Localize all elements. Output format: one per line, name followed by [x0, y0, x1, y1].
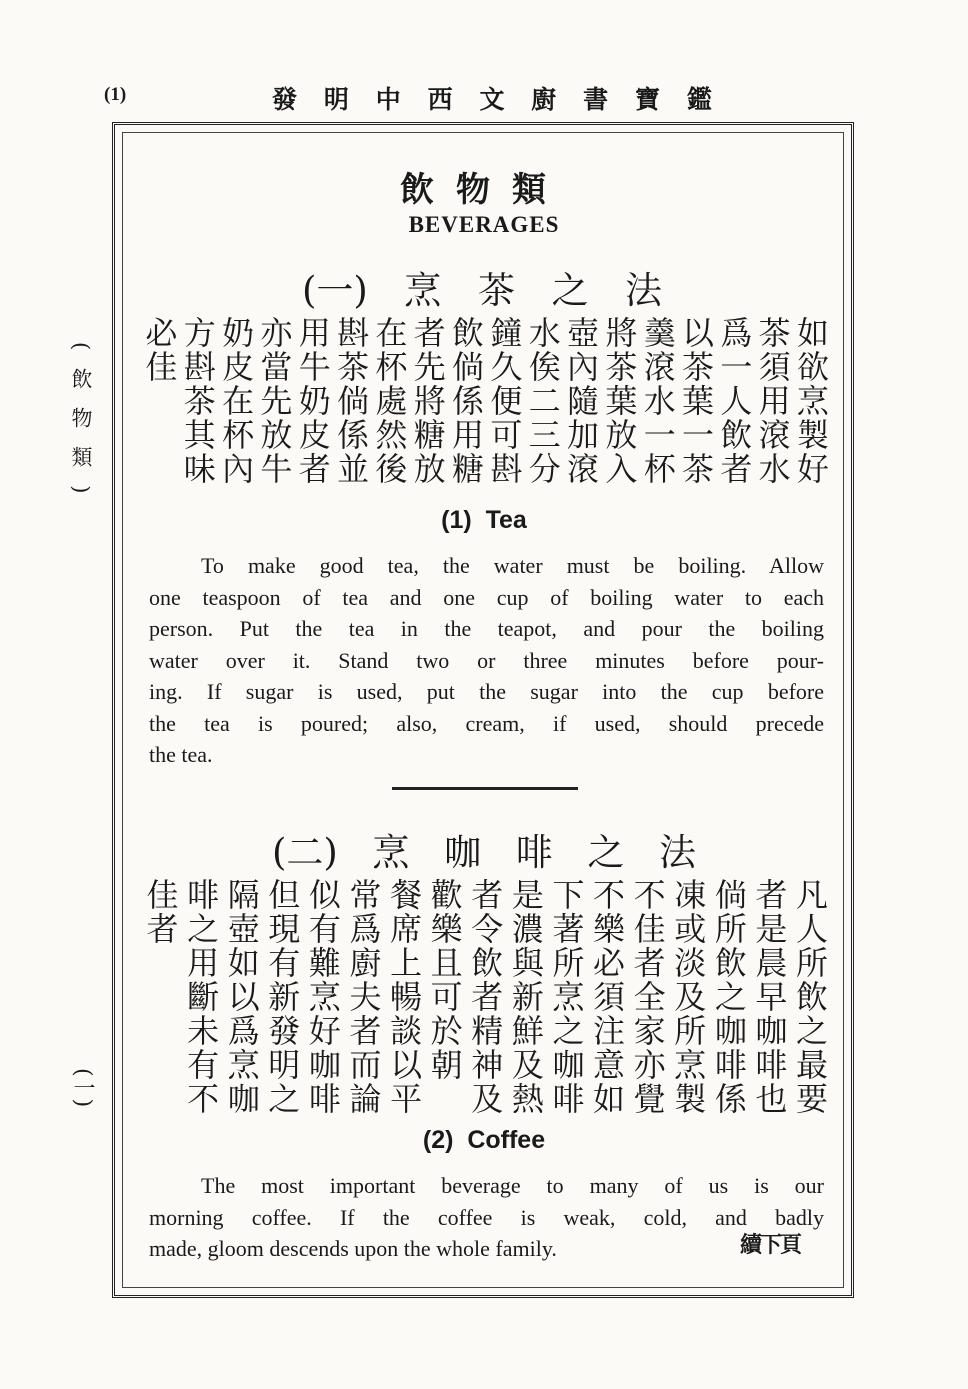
running-header-char: 書 — [583, 85, 609, 114]
cn-text-column: 常爲廚夫者而論 — [344, 878, 383, 1116]
page-number: (1) — [104, 84, 127, 105]
cn-text-column: 鐘久便可斟 — [485, 316, 524, 486]
cn-text-column: 奶皮在杯內 — [217, 316, 256, 486]
tea-heading-en: (1) Tea — [441, 506, 527, 534]
cn-text-column: 不佳者全家亦覺 — [628, 878, 667, 1116]
text-line: ing. If sugar is used, put the sugar into the cup before — [149, 679, 824, 704]
heading-cn-part: 法 — [659, 831, 696, 874]
cn-text-column: 餐席上暢談以平 — [385, 878, 424, 1116]
coffee-text-en — [149, 1170, 824, 1265]
cn-text-column: 在杯處然後 — [370, 316, 409, 486]
running-header-char: 廚 — [531, 85, 557, 114]
heading-cn-part: 烹 — [372, 831, 410, 874]
cn-text-column: 飲倘係用糖 — [447, 316, 486, 486]
text-line: To make good tea, the water must be boiling. Allow — [201, 553, 824, 578]
cn-text-column: 凡人所飲之最要 — [791, 878, 829, 1116]
running-header — [272, 80, 712, 116]
side-title: (飲物類) — [69, 342, 93, 512]
section-divider — [392, 787, 578, 790]
cn-text-column: 方斟茶其味 — [178, 316, 217, 486]
heading-cn-part: 茶 — [477, 269, 515, 312]
running-header-char: 西 — [427, 85, 453, 114]
heading-cn-part: 烹 — [404, 269, 442, 312]
cn-text-column: 佳者 — [141, 878, 180, 946]
cn-text-column: 下著所烹之咖啡 — [547, 878, 586, 1116]
cn-text-column: 凍或淡及所烹製 — [669, 878, 708, 1116]
cn-text-column: 亦當先放牛 — [255, 316, 294, 486]
cn-text-column: 啡之用斷未有不 — [182, 878, 221, 1116]
cn-text-column: 水俟二三分 — [523, 316, 562, 486]
cn-text-column: 歡樂且可於朝 — [425, 878, 464, 1082]
running-header-char: 明 — [323, 85, 349, 114]
cn-text-column: 不樂必須注意如 — [588, 878, 627, 1116]
cn-text-column: 但現有新發明之 — [263, 878, 302, 1116]
tea-text-cn — [140, 316, 830, 494]
cn-text-column: 斟茶倘係並 — [332, 316, 371, 486]
cn-text-column: 隔壺如以爲烹咖 — [222, 878, 261, 1116]
cn-text-column: 是濃與新鮮及熱 — [506, 878, 545, 1116]
cn-text-column: 用牛奶皮者 — [293, 316, 332, 486]
text-line: The most important beverage to many of us is our — [201, 1173, 824, 1198]
text-line: one teaspoon of tea and one cup of boiling water to each — [149, 584, 824, 610]
coffee-text-cn — [140, 878, 830, 1126]
section-title-en: BEVERAGES — [408, 212, 560, 237]
cn-text-column: 者令飲者精神及 — [466, 878, 505, 1116]
text-line: made, gloom descends upon the whole family. — [149, 1236, 557, 1261]
cn-text-column: 倘所飲之咖啡係 — [709, 878, 748, 1116]
cn-text-column: 以茶葉一茶 — [677, 316, 716, 486]
cn-text-column: 爲一人飲者 — [715, 316, 754, 486]
heading-cn-part: (二) — [272, 831, 338, 874]
side-page-number: (一) — [70, 1068, 95, 1108]
continued-stamp: 續下頁 — [740, 1232, 801, 1258]
cn-text-column: 將茶葉放入 — [600, 316, 639, 486]
running-header-char: 發 — [272, 85, 298, 114]
text-line: morning coffee. If the coffee is weak, cold, and badly — [149, 1204, 824, 1230]
heading-cn-part: (一) — [302, 269, 368, 312]
cn-text-column: 者先將糖放 — [408, 316, 447, 486]
heading-cn-part: 法 — [625, 269, 662, 312]
coffee-heading-cn — [272, 822, 696, 876]
text-line: the tea is poured; also, cream, if used, should precede — [149, 710, 824, 736]
section-title-cn: 飲物類 — [400, 170, 568, 210]
heading-cn-part: 之 — [587, 831, 625, 874]
text-line: water over it. Stand two or three minutes before pour- — [149, 647, 824, 673]
cn-text-column: 必佳 — [140, 316, 179, 384]
cn-text-column: 如欲烹製好 — [792, 316, 830, 486]
running-header-char: 鑑 — [686, 85, 712, 114]
cn-text-column: 羹滾水一杯 — [638, 316, 677, 486]
text-line: person. Put the tea in the teapot, and pour the boiling — [149, 616, 824, 641]
text-line: the tea. — [149, 742, 213, 767]
running-header-char: 中 — [375, 85, 401, 114]
running-header-char: 文 — [479, 85, 505, 114]
tea-heading-cn — [302, 260, 662, 314]
heading-cn-part: 咖 — [444, 831, 482, 874]
running-header-char: 寶 — [635, 85, 661, 114]
tea-text-en — [149, 550, 824, 771]
heading-cn-part: 之 — [551, 269, 589, 312]
cn-text-column: 茶須用滾水 — [753, 316, 792, 486]
cn-text-column: 者是晨早咖啡也 — [750, 878, 789, 1116]
heading-cn-part: 啡 — [515, 831, 553, 874]
cn-text-column: 似有難烹好咖啡 — [303, 878, 342, 1116]
cn-text-column: 壺內隨加滾 — [562, 316, 601, 486]
coffee-heading-en: (2) Coffee — [422, 1126, 546, 1154]
